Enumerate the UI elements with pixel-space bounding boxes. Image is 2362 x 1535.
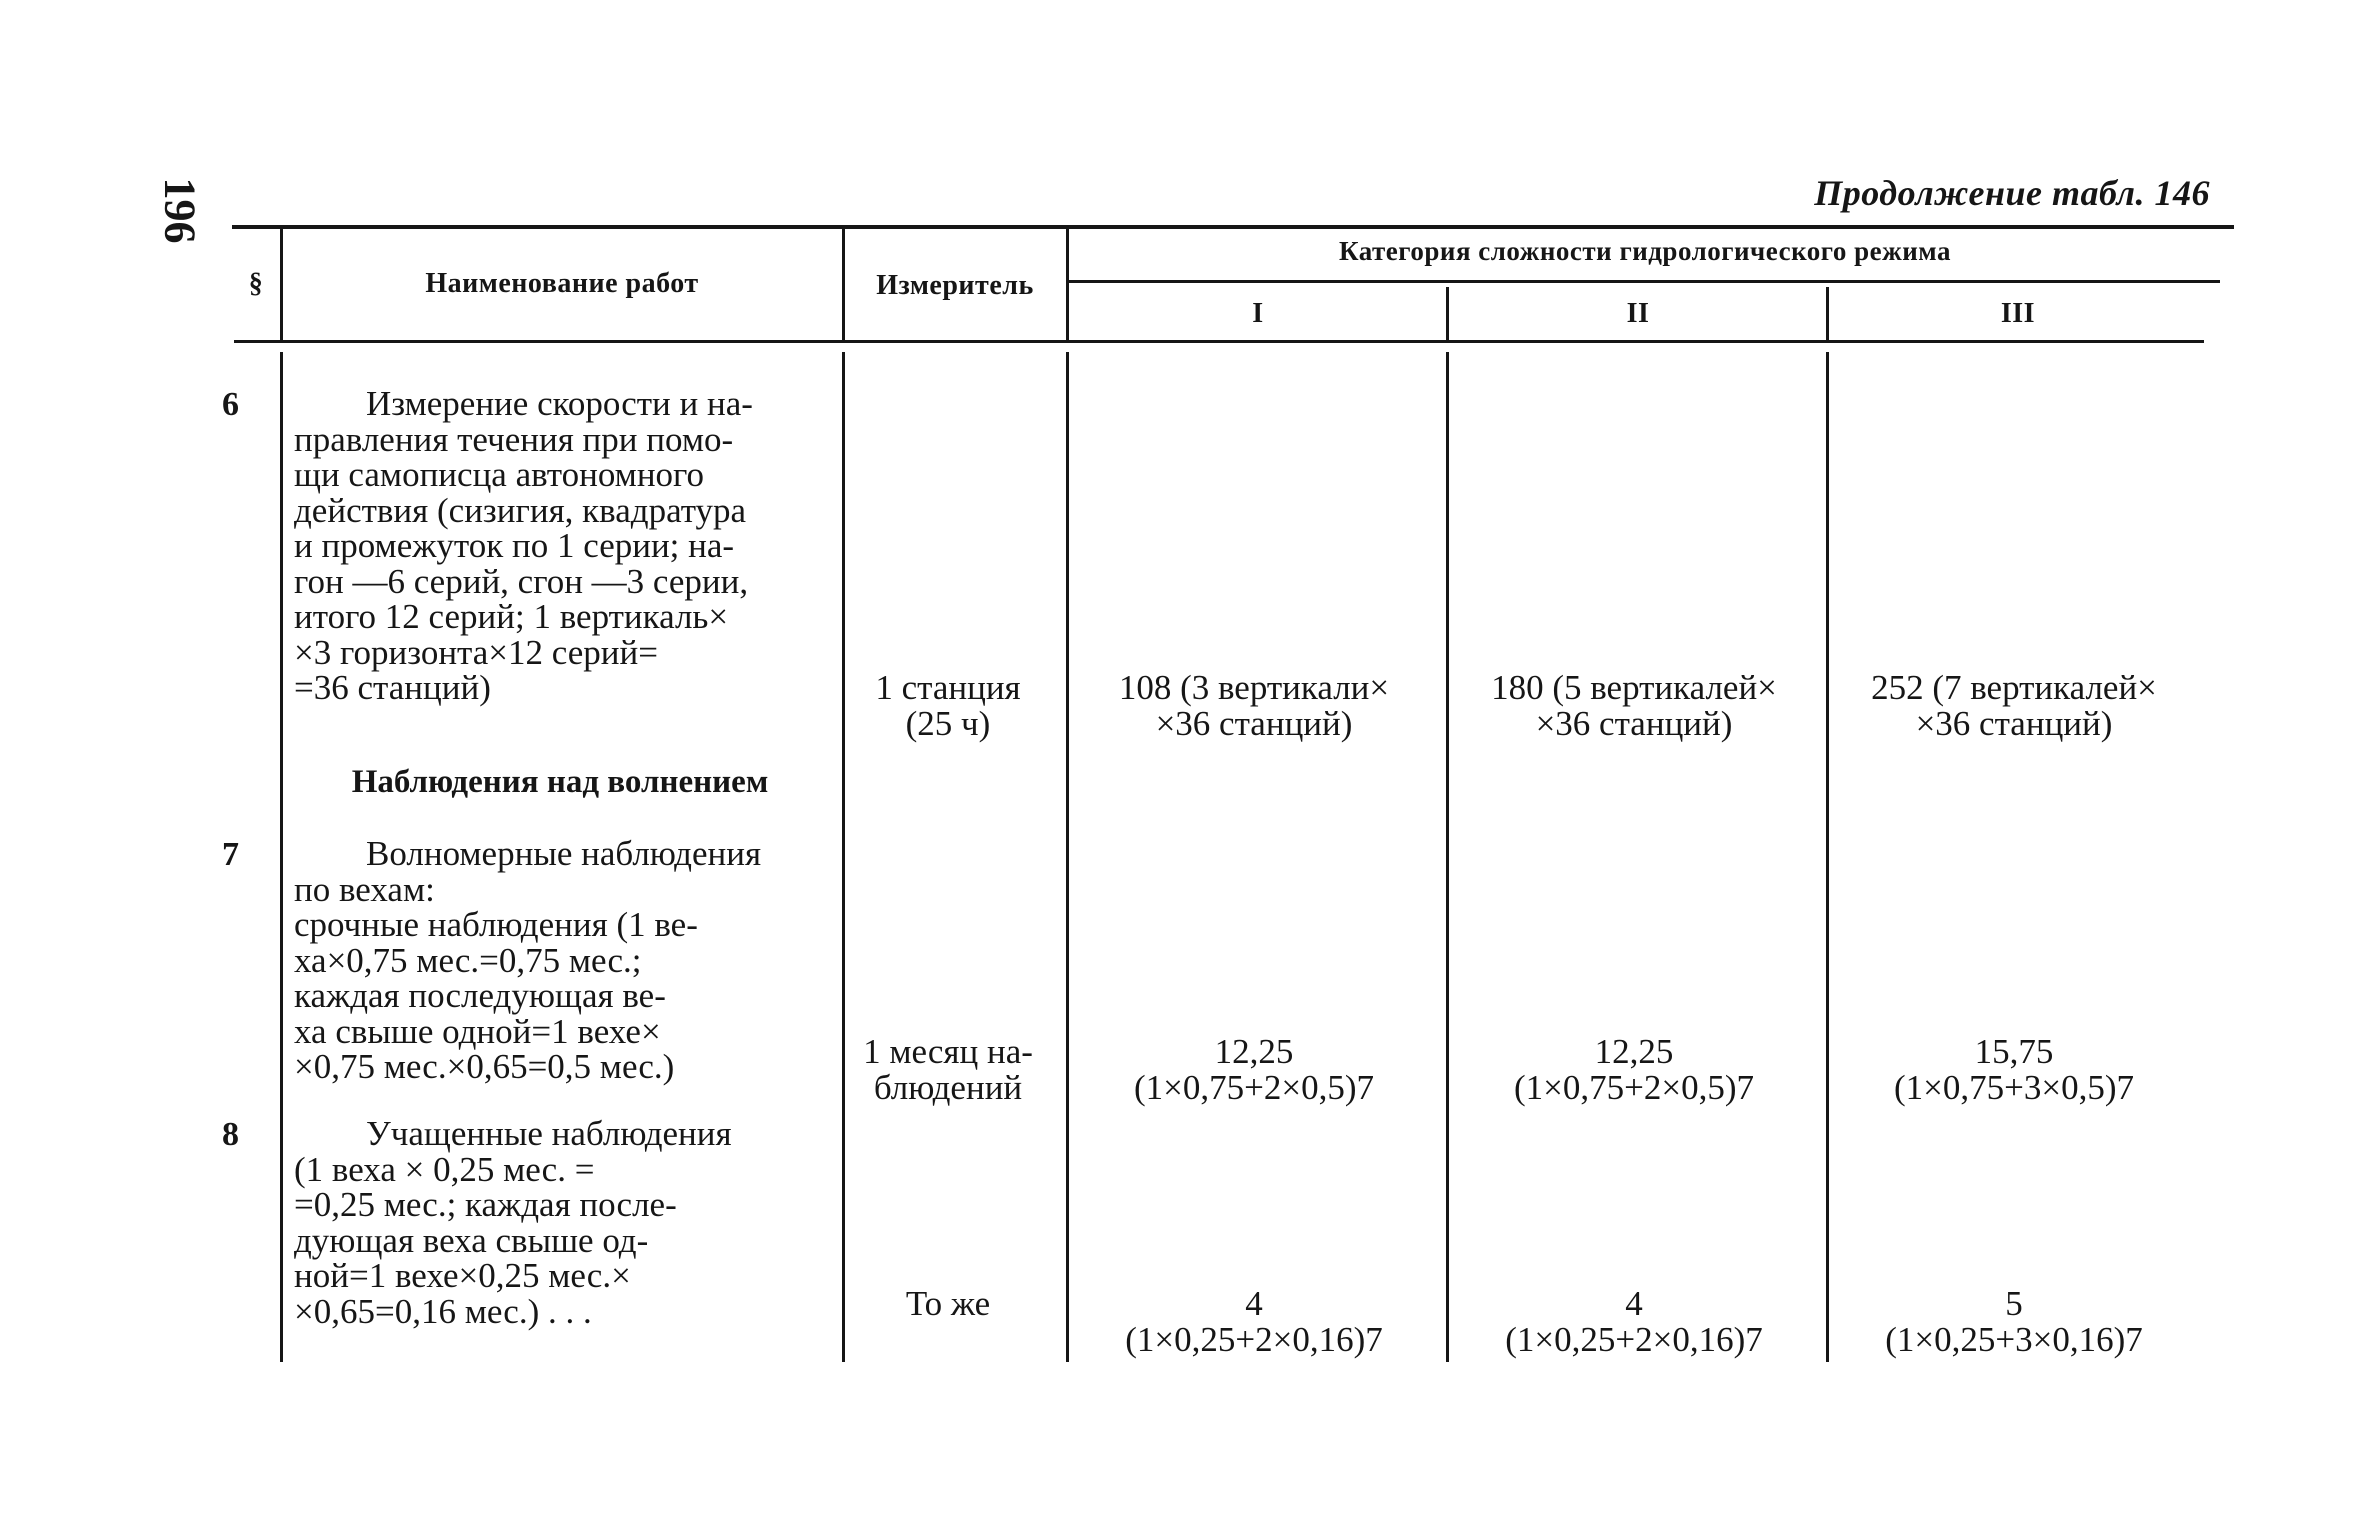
header-work-name: Наименование работ <box>425 268 699 299</box>
row-number: 6 <box>222 386 239 423</box>
table-top-rule <box>232 225 2234 229</box>
section-title: Наблюдения над волнением <box>351 764 769 800</box>
category-header-rule <box>1068 280 2220 283</box>
header-bottom-rule <box>234 340 2204 343</box>
meter-cell: 1 месяц на- блюдений <box>863 1032 1033 1107</box>
header-divider <box>1066 229 1069 342</box>
header-category-2: II <box>1626 298 1650 329</box>
body-divider <box>842 352 845 1362</box>
header-category-1: I <box>1252 298 1264 329</box>
body-divider <box>1826 352 1829 1362</box>
header-divider <box>280 229 283 342</box>
header-meter: Измеритель <box>876 270 1034 301</box>
category-2-cell: 180 (5 вертикалей× ×36 станций) <box>1491 668 1777 743</box>
meter-cell: 1 станция (25 ч) <box>875 668 1021 743</box>
body-divider <box>1446 352 1449 1362</box>
category-2-cell: 4 (1×0,25+2×0,16)7 <box>1505 1284 1763 1359</box>
work-description: Волномерные наблюдения по вехам: срочные наблюдения (1 ве- ха×0,75 мес.=0,75 мес.; каждая последующая ве- ха свыше одной=1 вехе× ×0,75 мес.×0,65=0,5 мес.) <box>294 834 762 1086</box>
category-3-cell: 252 (7 вертикалей× ×36 станций) <box>1871 668 2157 743</box>
category-2-cell: 12,25 (1×0,75+2×0,5)7 <box>1513 1032 1755 1107</box>
meter-cell: То же <box>905 1284 991 1323</box>
header-category: Категория сложности гидрологического режима <box>1339 236 1951 266</box>
header-divider <box>842 229 845 342</box>
work-description: Учащенные наблюдения (1 веха × 0,25 мес. = =0,25 мес.; каждая после- дующая веха свыше од- ной=1 вехе×0,25 мес.× ×0,65=0,16 мес.) . . . <box>294 1114 732 1331</box>
header-category-3: III <box>2000 298 2036 329</box>
category-3-cell: 5 (1×0,25+3×0,16)7 <box>1885 1284 2143 1359</box>
category-1-cell: 108 (3 вертикали× ×36 станций) <box>1118 668 1390 743</box>
category-1-cell: 4 (1×0,25+2×0,16)7 <box>1125 1284 1383 1359</box>
row-number: 7 <box>222 836 239 873</box>
work-description: Измерение скорости и на- правления течения при помо- щи самописца автономного действия (сизигия, квадратура и промежуток по 1 серии; на- гон —6 серий, сгон —3 серии, итого 12 серий; 1 вертикаль× ×3 горизонта×12 серий= =36 станций) <box>294 384 753 707</box>
table-continuation-caption: Продолжение табл. 146 <box>1814 173 2210 213</box>
header-divider <box>1826 287 1829 342</box>
body-divider <box>1066 352 1069 1362</box>
header-divider <box>1446 287 1449 342</box>
row-number: 8 <box>222 1116 239 1153</box>
body-divider <box>280 352 283 1362</box>
category-1-cell: 12,25 (1×0,75+2×0,5)7 <box>1133 1032 1375 1107</box>
header-section: § <box>248 268 264 299</box>
page-number: 196 <box>155 177 205 244</box>
category-3-cell: 15,75 (1×0,75+3×0,5)7 <box>1893 1032 2135 1107</box>
